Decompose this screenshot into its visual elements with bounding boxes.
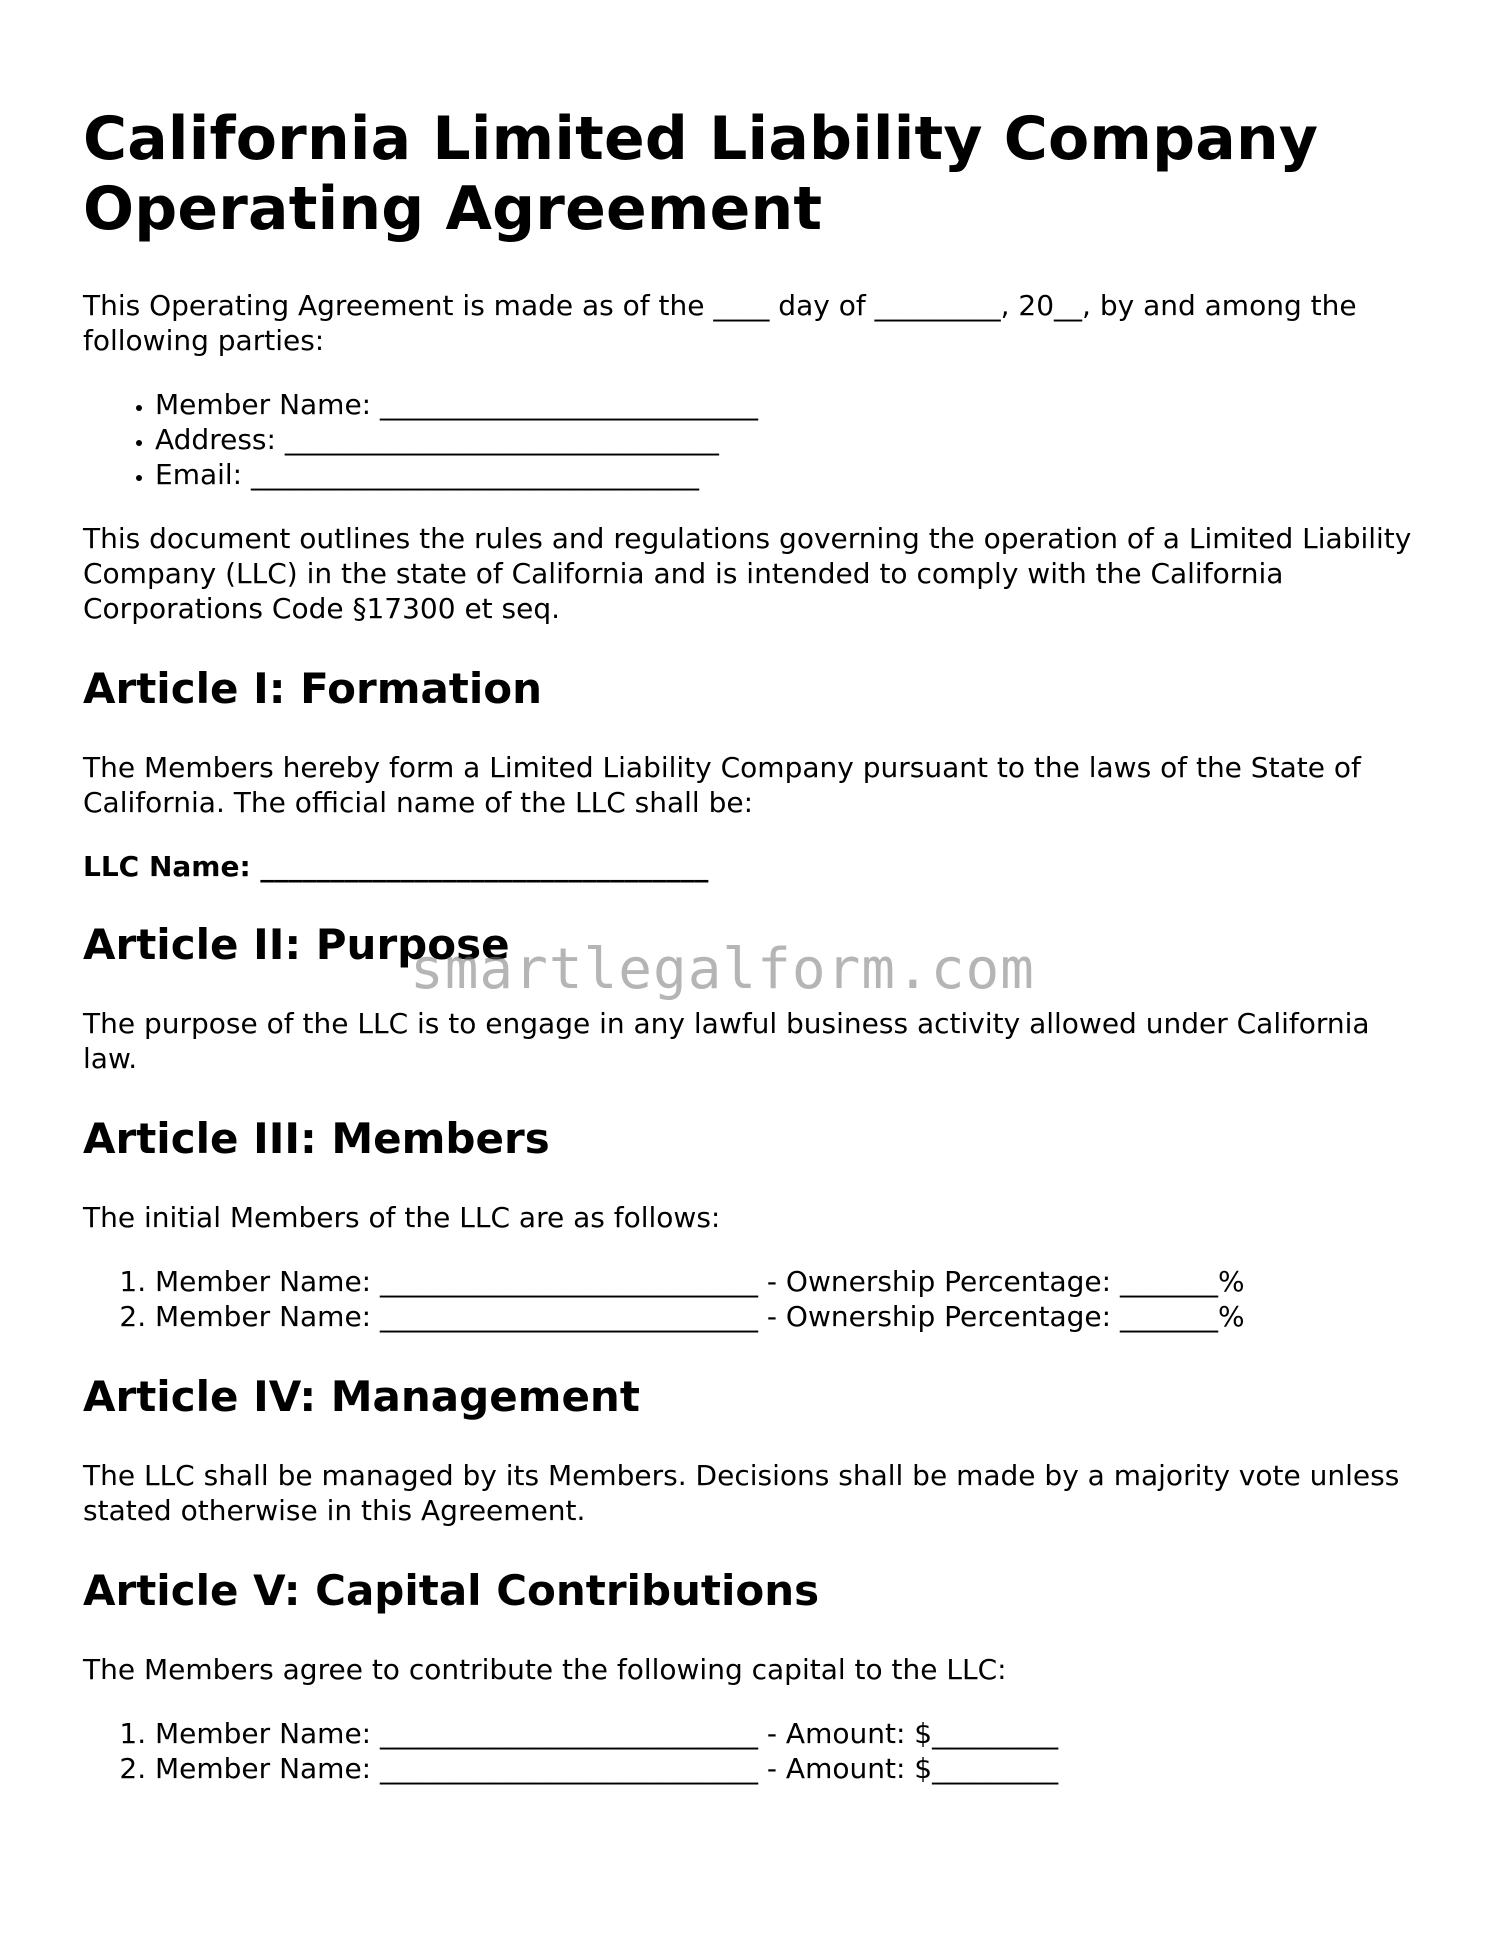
article-5-heading: Article V: Capital Contributions [83,1566,820,1615]
watermark: smartlegalform.com [410,937,1035,1002]
document-title: California Limited Liability Company Operating Agreement [83,104,1319,244]
member-item: 2. Member Name: ___________________________ - Ownership Percentage: _______% [155,1299,1413,1334]
article-2-text: The purpose of the LLC is to engage in any lawful business activity allowed under California law. [83,1007,1370,1075]
article-3-heading: Article III: Members [83,1114,550,1163]
article-5-section [83,1566,1413,1786]
contribution-item: 2. Member Name: ___________________________ - Amount: $_________ [155,1751,1413,1786]
article-1-section [83,664,1413,884]
contributions-list [83,1716,1413,1786]
article-2-heading: Article II: Purpose [83,920,510,969]
article-1-heading: Article I: Formation [83,664,543,713]
members-list [83,1264,1413,1334]
intro-paragraph: This Operating Agreement is made as of the ____ day of _________, 20__, by and among the following parties: [83,289,1357,357]
member-item: 1. Member Name: ___________________________ - Ownership Percentage: _______% [155,1264,1413,1299]
article-4-text: The LLC shall be managed by its Members. Decisions shall be made by a majority vote unless stated otherwise in this Agreement. [83,1459,1400,1527]
article-4-heading: Article IV: Management [83,1372,640,1421]
article-4-section [83,1372,1413,1528]
party-member-name: • Member Name: ___________________________ [155,387,1413,422]
article-3-text: The initial Members of the LLC are as follows: [83,1201,721,1234]
overview-paragraph: This document outlines the rules and regulations governing the operation of a Limited Liability Company (LLC) in the state of California and is intended to comply with the California Corporations Code §17300 et seq. [83,522,1412,625]
llc-name-field: LLC Name: ________________________________ [83,850,709,883]
parties-list [83,387,1413,492]
party-address: • Address: _______________________________ [155,422,1413,457]
article-1-text: The Members hereby form a Limited Liability Company pursuant to the laws of the State of California. The official name of the LLC shall be: [83,751,1361,819]
contribution-item: 1. Member Name: ___________________________ - Amount: $_________ [155,1716,1413,1751]
party-email: • Email: ________________________________ [155,457,1413,492]
article-3-section [83,1114,1413,1334]
article-5-text: The Members agree to contribute the following capital to the LLC: [83,1653,1007,1686]
